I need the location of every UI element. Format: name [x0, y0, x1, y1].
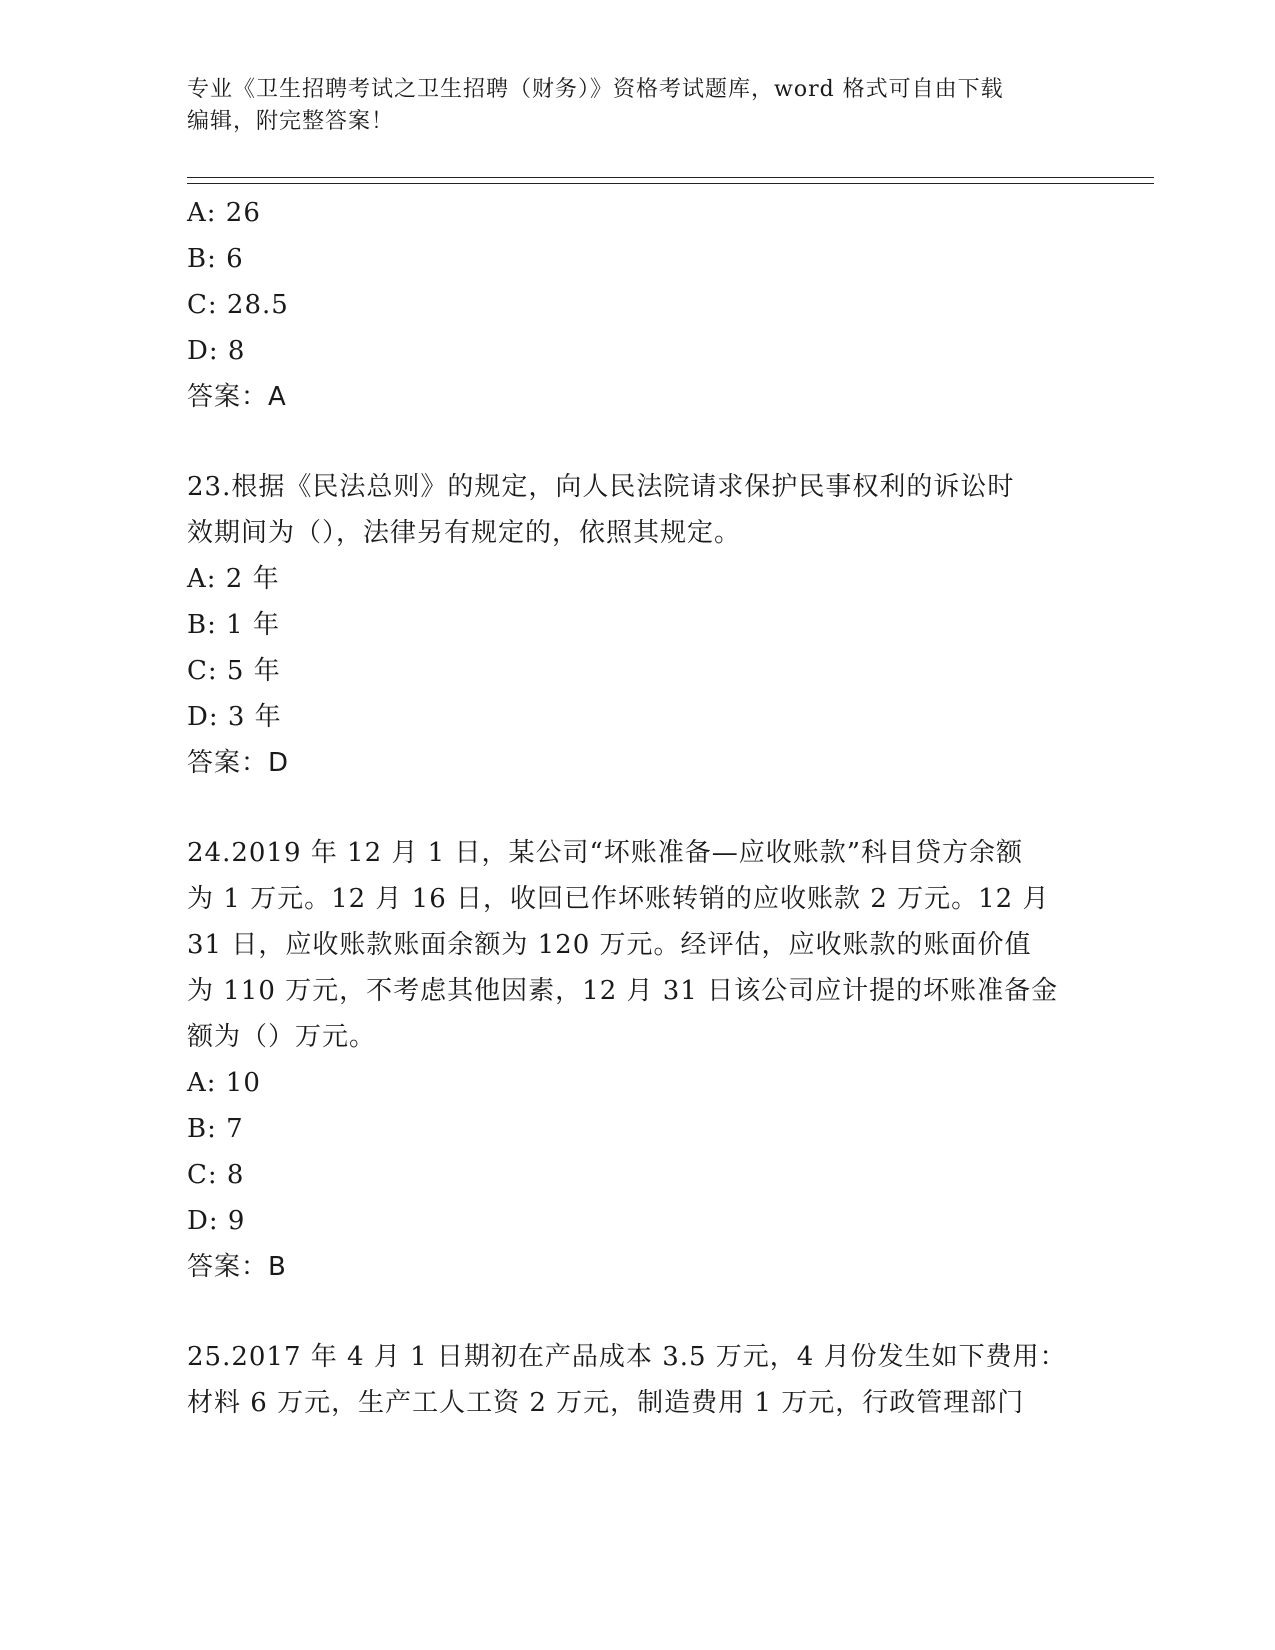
- question-24: [187, 830, 1087, 1290]
- answer: 答案：D: [187, 748, 290, 778]
- question-text-line: 为 110 万元，不考虑其他因素，12 月 31 日该公司应计提的坏账准备金: [187, 976, 1059, 1006]
- question-text-line: 24.2019 年 12 月 1 日，某公司“坏账准备—应收账款”科目贷方余额: [187, 838, 1024, 868]
- header-divider-bottom: [187, 183, 1154, 184]
- option-c: C: 8: [187, 1160, 245, 1190]
- question-text-line: 25.2017 年 4 月 1 日期初在产品成本 3.5 万元，4 月份发生如下费用：: [187, 1342, 1067, 1372]
- header-divider-top: [187, 177, 1154, 178]
- option-c: C: 5 年: [187, 656, 281, 686]
- option-d: D: 9: [187, 1206, 246, 1236]
- header-line-2: 编辑，附完整答案！: [187, 109, 395, 134]
- document-body: [187, 190, 1087, 1426]
- option-c: C: 28.5: [187, 290, 289, 320]
- option-d: D: 3 年: [187, 702, 282, 732]
- option-b: B: 1 年: [187, 610, 280, 640]
- question-text-line: 为 1 万元。12 月 16 日，收回已作坏账转销的应收账款 2 万元。12 月: [187, 884, 1050, 914]
- answer: 答案：A: [187, 382, 287, 412]
- option-d: D: 8: [187, 336, 246, 366]
- answer: 答案：B: [187, 1252, 287, 1282]
- option-b: B: 6: [187, 244, 244, 274]
- question-text-line: 效期间为（），法律另有规定的，依照其规定。: [187, 518, 742, 548]
- question-text-line: 材料 6 万元，生产工人工资 2 万元，制造费用 1 万元，行政管理部门: [187, 1388, 1025, 1418]
- option-a: A: 26: [187, 198, 261, 228]
- question-23: [187, 464, 1087, 786]
- option-a: A: 10: [187, 1068, 261, 1098]
- document-header: [187, 74, 1087, 138]
- question-22: [187, 190, 1087, 420]
- question-text-line: 31 日，应收账款账面余额为 120 万元。经评估，应收账款的账面价值: [187, 930, 1032, 960]
- question-text-line: 额为（）万元。: [187, 1022, 377, 1052]
- option-b: B: 7: [187, 1114, 244, 1144]
- header-line-1: 专业《卫生招聘考试之卫生招聘（财务）》资格考试题库，word 格式可自由下载: [187, 77, 1004, 102]
- question-25: [187, 1334, 1087, 1426]
- option-a: A: 2 年: [187, 564, 280, 594]
- question-text-line: 23.根据《民法总则》的规定，向人民法院请求保护民事权利的诉讼时: [187, 472, 1015, 502]
